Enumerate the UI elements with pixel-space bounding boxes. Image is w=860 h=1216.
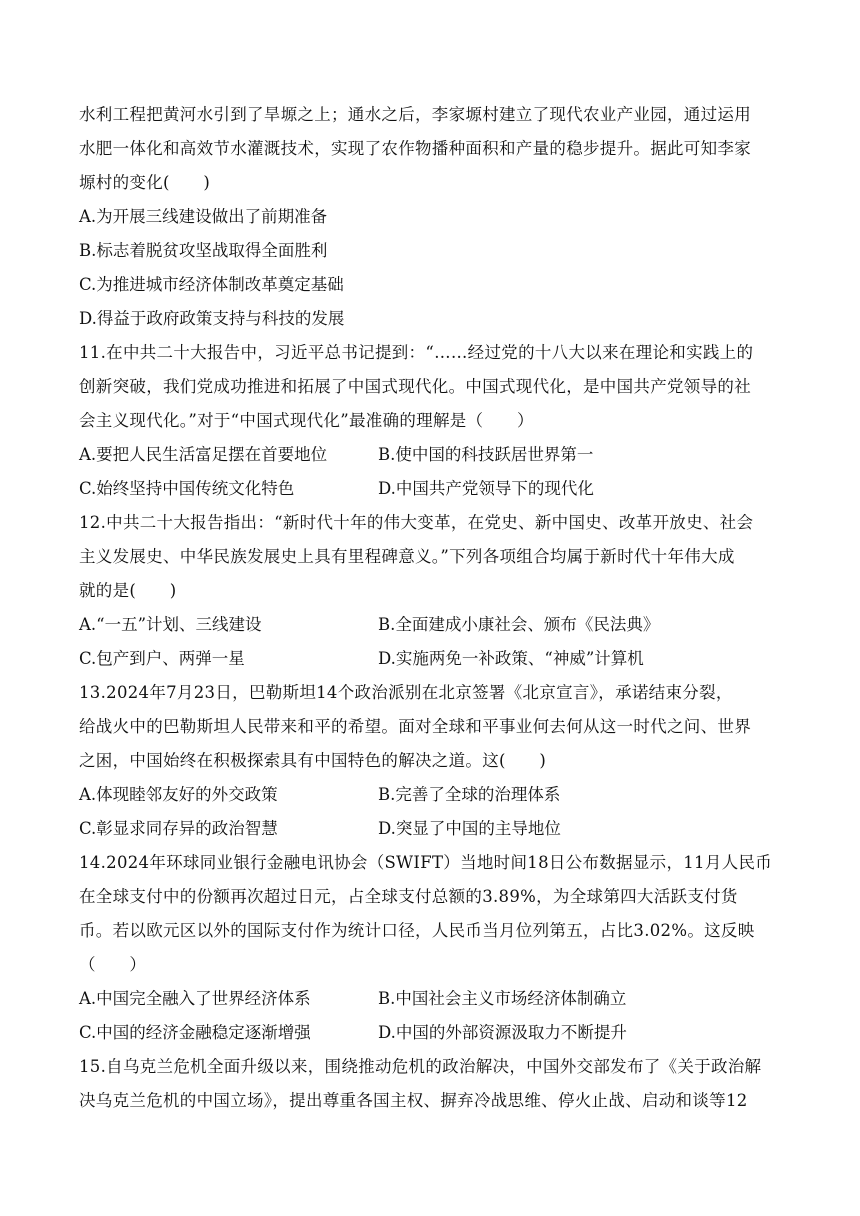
q13-option-b: B.完善了全球的治理体系 [378,785,561,804]
q12-option-c: C.包产到户、两弹一星 [79,649,245,668]
q12-stem-line: 主义发展史、中华民族发展史上具有里程碑意义。”下列各项组合均属于新时代十年伟大成 [79,547,735,566]
q12-option-d: D.实施两免一补政策、“神威”计算机 [378,649,644,668]
q11-stem-line: 创新突破，我们党成功推进和拓展了中国式现代化。中国式现代化，是中国共产党领导的社 [79,377,751,396]
q14-stem-line: （ ） [79,955,147,974]
q10-stem-line: 水利工程把黄河水引到了旱塬之上；通水之后，李家塬村建立了现代农业产业园，通过运用 [79,105,751,124]
q12-option-b: B.全面建成小康社会、颁布《民法典》 [378,615,660,634]
q13-option-a: A.体现睦邻友好的外交政策 [79,785,278,804]
q13-stem-line: 给战火中的巴勒斯坦人民带来和平的希望。面对全球和平事业何去何从这一时代之问、世界 [79,717,751,736]
q14-option-c: C.中国的经济金融稳定逐渐增强 [79,1023,311,1042]
q15-stem-line: 15.自乌克兰危机全面升级以来，围绕推动危机的政治解决，中国外交部发布了《关于政治解 [79,1057,762,1076]
q15-stem-line: 决乌克兰危机的中国立场》，提出尊重各国主权、摒弃冷战思维、停火止战、启动和谈等12 [79,1091,748,1110]
q12-option-a: A.“一五”计划、三线建设 [79,615,262,634]
q14-stem-line: 在全球支付中的份额再次超过日元，占全球支付总额的3.89%，为全球第四大活跃支付货 [79,887,738,906]
q14-stem-line: 币。若以欧元区以外的国际支付作为统计口径，人民币当月位列第五，占比3.02%。这反映 [79,921,755,940]
q11-option-b: B.使中国的科技跃居世界第一 [378,445,594,464]
q13-stem-line: 13.2024年7月23日，巴勒斯坦14个政治派别在北京签署《北京宣言》，承诺结束分裂， [79,683,733,702]
q14-option-b: B.中国社会主义市场经济体制确立 [378,989,627,1008]
q14-stem-line: 14.2024年环球同业银行金融电讯协会（SWIFT）当地时间18日公布数据显示，11月人民币 [79,853,773,872]
q10-option-d: D.得益于政府政策支持与科技的发展 [79,309,345,328]
q11-stem-line: 会主义现代化。”对于“中国式现代化”最准确的理解是（ ） [79,411,534,430]
q11-option-d: D.中国共产党领导下的现代化 [378,479,594,498]
q12-stem-line: 就的是( ) [79,581,177,600]
q11-option-a: A.要把人民生活富足摆在首要地位 [79,445,328,464]
q13-option-d: D.突显了中国的主导地位 [378,819,561,838]
q10-option-c: C.为推进城市经济体制改革奠定基础 [79,275,344,294]
q14-option-a: A.中国完全融入了世界经济体系 [79,989,311,1008]
q10-option-b: B.标志着脱贫攻坚战取得全面胜利 [79,241,328,260]
q12-stem-line: 12.中共二十大报告指出：“新时代十年的伟大变革，在党史、新中国史、改革开放史、社会 [79,513,754,532]
q13-stem-line: 之困，中国始终在积极探索具有中国特色的解决之道。这( ) [79,751,547,770]
q13-option-c: C.彰显求同存异的政治智慧 [79,819,278,838]
q14-option-d: D.中国的外部资源汲取力不断提升 [378,1023,627,1042]
q10-stem-line: 塬村的变化( ) [79,173,211,192]
q11-option-c: C.始终坚持中国传统文化特色 [79,479,295,498]
q10-option-a: A.为开展三线建设做出了前期准备 [79,207,328,226]
q10-stem-line: 水肥一体化和高效节水灌溉技术，实现了农作物播种面积和产量的稳步提升。据此可知李家 [79,139,751,158]
q11-stem-line: 11.在中共二十大报告中，习近平总书记提到：“……经过党的十八大以来在理论和实践上的 [79,343,754,362]
